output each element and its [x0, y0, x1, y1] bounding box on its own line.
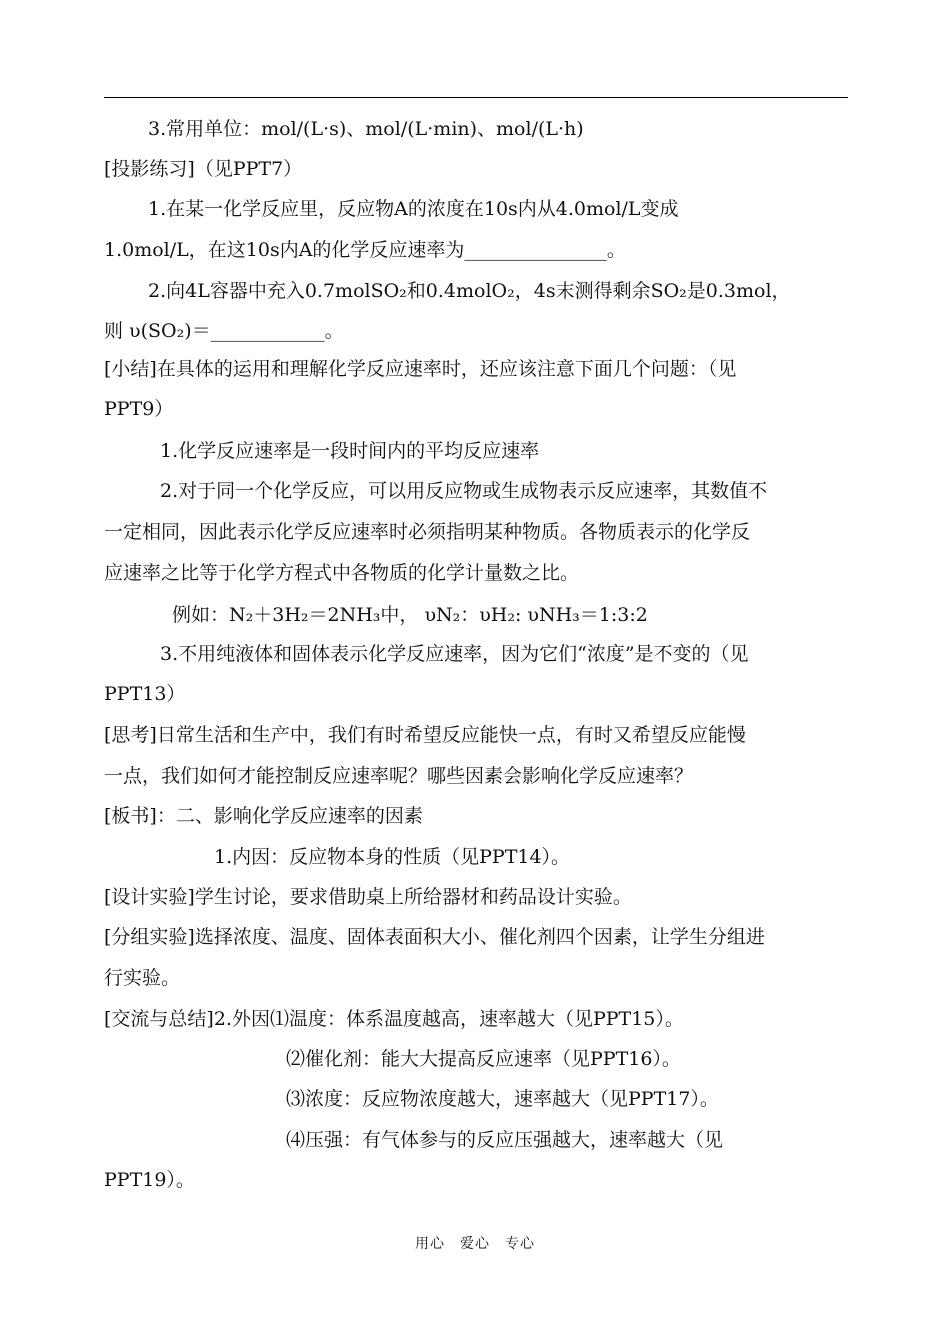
text-line: 1.0mol/L，在这10s内A的化学反应速率为_______________。	[104, 239, 626, 261]
text-line: 3.常用单位：mol/(L·s)、mol/(L·min)、mol/(L·h)	[148, 118, 584, 140]
text-line: 1.化学反应速率是一段时间内的平均反应速率	[160, 440, 540, 462]
text-line: 行实验。	[104, 967, 181, 989]
text-line: PPT13）	[104, 683, 186, 705]
text-line: 应速率之比等于化学方程式中各物质的化学计量数之比。	[104, 562, 580, 584]
page-footer: 用心 爱心 专心	[415, 1236, 535, 1252]
text-line: PPT9）	[104, 398, 174, 420]
text-line: PPT19）。	[104, 1169, 195, 1191]
text-line: ⑷压强：有气体参与的反应压强越大，速率越大（见	[286, 1129, 724, 1151]
text-line: [设计实验]学生讨论，要求借助桌上所给器材和药品设计实验。	[104, 886, 632, 908]
text-line: [交流与总结]2.外因⑴温度：体系温度越高，速率越大（见PPT15）。	[104, 1008, 684, 1030]
text-line: 1.在某一化学反应里，反应物A的浓度在10s内从4.0mol/L变成	[148, 198, 679, 220]
text-line: [板书]：二、影响化学反应速率的因素	[104, 805, 423, 827]
text-line: 例如：N₂＋3H₂＝2NH₃中， υN₂：υH₂: υNH₃＝1:3:2	[172, 604, 648, 626]
text-line: 则 υ(SO₂)＝____________。	[104, 320, 344, 342]
text-line: ⑵催化剂：能大大提高反应速率（见PPT16）。	[286, 1048, 681, 1070]
text-line: 一定相同，因此表示化学反应速率时必须指明某种物质。各物质表示的化学反	[104, 521, 751, 543]
text-line: 2.对于同一个化学反应，可以用反应物或生成物表示反应速率，其数值不	[160, 480, 768, 502]
text-line: 2.向4L容器中充入0.7molSO₂和0.4molO₂，4s末测得剩余SO₂是0.3mol，	[148, 280, 791, 302]
text-line: ⑶浓度：反应物浓度越大，速率越大（见PPT17）。	[286, 1088, 719, 1110]
text-line: 一点，我们如何才能控制反应速率呢？哪些因素会影响化学反应速率？	[104, 765, 694, 787]
text-line: [思考]日常生活和生产中，我们有时希望反应能快一点，有时又希望反应能慢	[104, 724, 746, 746]
header-rule	[104, 97, 848, 98]
text-line: [投影练习]（见PPT7）	[104, 158, 303, 180]
text-line: [分组实验]选择浓度、温度、固体表面积大小、催化剂四个因素，让学生分组进	[104, 926, 765, 948]
text-line: 1.内因：反应物本身的性质（见PPT14）。	[214, 846, 571, 868]
text-line: [小结]在具体的运用和理解化学反应速率时，还应该注意下面几个问题：（见	[104, 358, 737, 380]
text-line: 3.不用纯液体和固体表示化学反应速率，因为它们“浓度”是不变的（见	[160, 643, 749, 665]
